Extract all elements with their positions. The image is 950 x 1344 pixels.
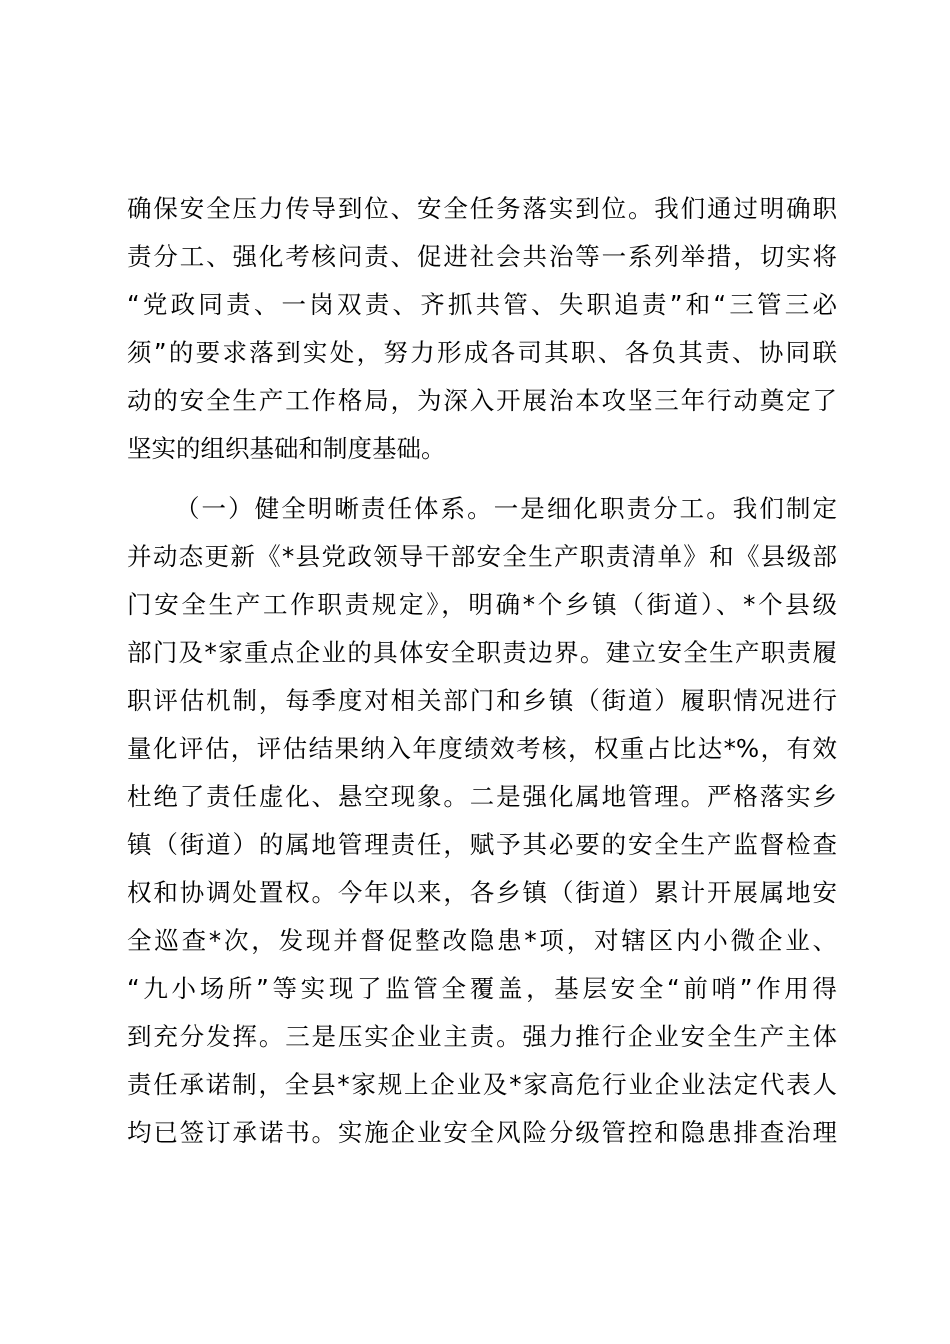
text-line: “九小场所”等实现了监管全覆盖，基层安全“前哨”作用得 <box>127 974 837 1003</box>
text-line: 均已签订承诺书。实施企业安全风险分级管控和隐患排查治理 <box>127 1118 837 1147</box>
paragraph-2 <box>127 485 837 1157</box>
text-line: 职评估机制，每季度对相关部门和乡镇（街道）履职情况进行 <box>127 686 837 715</box>
paragraph-1 <box>127 185 837 473</box>
text-line: 到充分发挥。三是压实企业主责。强力推行企业安全生产主体 <box>127 1022 837 1051</box>
text-line: 须”的要求落到实处，努力形成各司其职、各负其责、协同联 <box>127 338 837 367</box>
paragraph-gap <box>127 473 837 485</box>
text-line: 镇（街道）的属地管理责任，赋予其必要的安全生产监督检查 <box>127 830 837 859</box>
text-line: 责任承诺制，全县*家规上企业及*家高危行业企业法定代表人 <box>127 1070 837 1099</box>
text-line: 部门及*家重点企业的具体安全职责边界。建立安全生产职责履 <box>127 638 837 667</box>
text-line: 坚实的组织基础和制度基础。 <box>127 434 446 463</box>
text-line: 确保安全压力传导到位、安全任务落实到位。我们通过明确职 <box>127 194 837 223</box>
document-body <box>127 185 837 1157</box>
text-line: 杜绝了责任虚化、悬空现象。二是强化属地管理。严格落实乡 <box>127 782 837 811</box>
text-line: 权和协调处置权。今年以来，各乡镇（街道）累计开展属地安 <box>127 878 837 907</box>
text-line: 责分工、强化考核问责、促进社会共治等一系列举措，切实将 <box>127 242 837 271</box>
text-line: 量化评估，评估结果纳入年度绩效考核，权重占比达*%，有效 <box>127 734 837 763</box>
text-line: 并动态更新《*县党政领导干部安全生产职责清单》和《县级部 <box>127 542 837 571</box>
text-line: “党政同责、一岗双责、齐抓共管、失职追责”和“三管三必 <box>127 290 837 319</box>
text-line: 全巡查*次，发现并督促整改隐患*项，对辖区内小微企业、 <box>127 926 837 955</box>
text-line: （一）健全明晰责任体系。一是细化职责分工。我们制定 <box>175 494 837 523</box>
text-line: 门安全生产工作职责规定》，明确*个乡镇（街道）、*个县级 <box>127 590 837 619</box>
text-line: 动的安全生产工作格局，为深入开展治本攻坚三年行动奠定了 <box>127 386 837 415</box>
